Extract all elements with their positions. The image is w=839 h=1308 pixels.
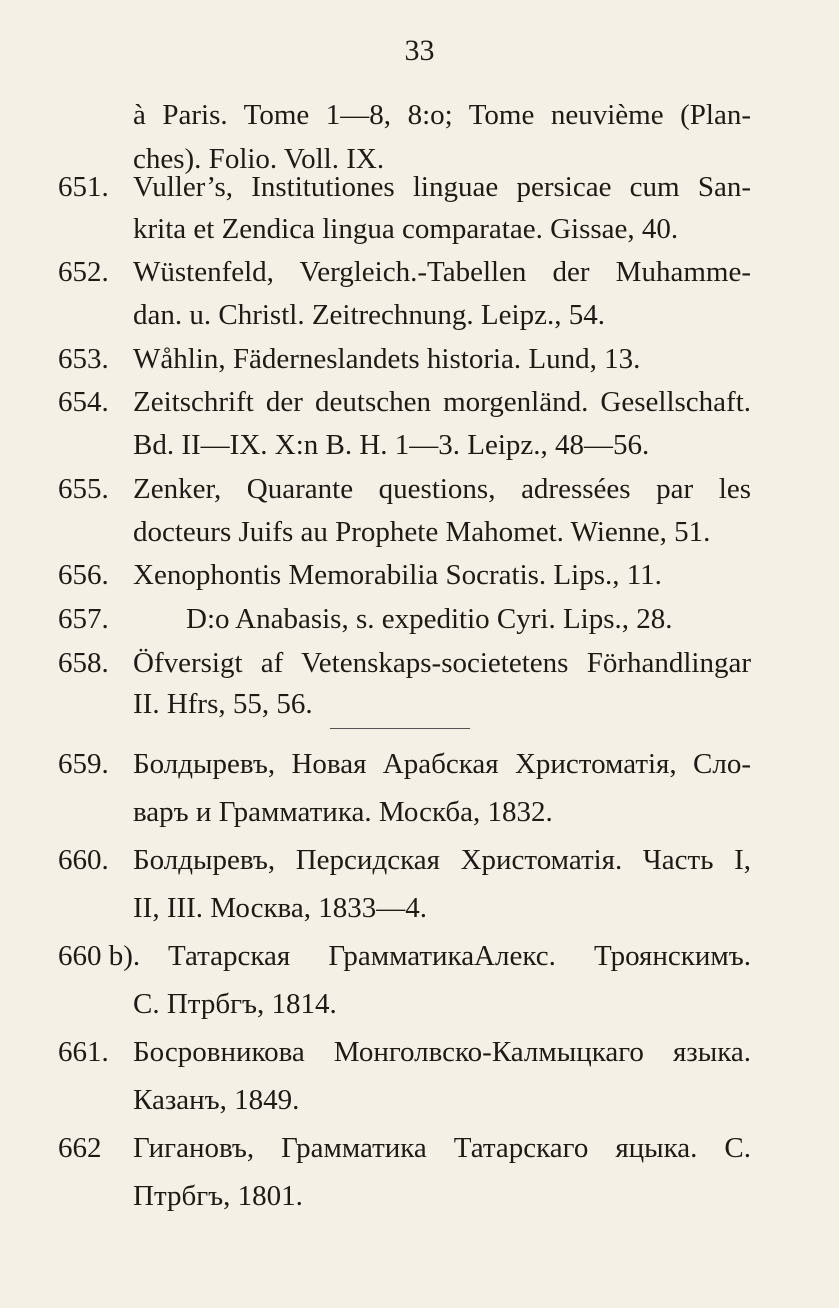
entry-line: Болдыревъ, Персидская Христоматія. Часть I, xyxy=(133,844,751,876)
entry-line: Болдыревъ, Новая Арабская Христоматія, Сло- xyxy=(133,748,751,780)
entry-line: Xenophontis Memorabilia Socratis. Lips., 11. xyxy=(133,559,662,591)
entry-line: Гигановъ, Грамматика Татарскаго яцыка. С. xyxy=(133,1132,751,1164)
entry-line: Татарская ГрамматикаАлекс. Троянскимъ. xyxy=(168,940,751,972)
entry-line: Vuller’s, Institutiones linguae persicae cum San- xyxy=(133,171,751,203)
entry-number: 658. xyxy=(58,647,109,679)
entry-line: Wåhlin, Fäderneslandets historia. Lund, 13. xyxy=(133,343,641,375)
entry-line: à Paris. Tome 1—8, 8:o; Tome neuvième (Plan- xyxy=(133,99,751,131)
entry-number: 653. xyxy=(58,343,109,375)
entry-line: krita et Zendica lingua comparatae. Gissae, 40. xyxy=(133,213,679,245)
entry-number: 660. xyxy=(58,844,109,876)
entry-line: Zenker, Quarante questions, adressées par les xyxy=(133,473,751,505)
entry-line: Казанъ, 1849. xyxy=(133,1084,300,1116)
entry-number: 652. xyxy=(58,256,109,288)
entry-line: Öfversigt af Vetenskaps-societetens Förhandlingar xyxy=(133,647,751,679)
entry-line: Bd. II—IX. X:n B. H. 1—3. Leipz., 48—56. xyxy=(133,429,650,461)
section-divider xyxy=(330,728,470,729)
entry-line: ches). Folio. Voll. IX. xyxy=(133,143,385,175)
page-number: 33 xyxy=(404,34,435,67)
entry-line: варъ и Грамматика. Москба, 1832. xyxy=(133,796,553,828)
entry-line: Wüstenfeld, Vergleich.-Tabellen der Muhamme- xyxy=(133,256,751,288)
entry-number: 655. xyxy=(58,473,109,505)
entry-number: 661. xyxy=(58,1036,109,1068)
entry-number: 659. xyxy=(58,748,109,780)
entry-line: D:o Anabasis, s. expeditio Cyri. Lips., 28. xyxy=(186,603,673,635)
entry-line: С. Птрбгъ, 1814. xyxy=(133,988,337,1020)
entry-number: 651. xyxy=(58,171,109,203)
entry-number: 654. xyxy=(58,386,109,418)
entry-number: 656. xyxy=(58,559,109,591)
entry-line: Zeitschrift der deutschen morgenländ. Gesellschaft. xyxy=(133,386,751,418)
entry-number: 662 xyxy=(58,1132,102,1164)
entry-line: dan. u. Christl. Zeitrechnung. Leipz., 54. xyxy=(133,299,605,331)
entry-line: Босровникова Монголвско-Калмыцкаго языка. xyxy=(133,1036,751,1068)
entry-line: docteurs Juifs au Prophete Mahomet. Wienne, 51. xyxy=(133,516,711,548)
entry-line: II, III. Москва, 1833—4. xyxy=(133,892,427,924)
entry-number: 657. xyxy=(58,603,109,635)
entry-line: Птрбгъ, 1801. xyxy=(133,1180,303,1212)
entry-number: 660 b). xyxy=(58,940,141,972)
entry-line: II. Hfrs, 55, 56. xyxy=(133,688,313,720)
